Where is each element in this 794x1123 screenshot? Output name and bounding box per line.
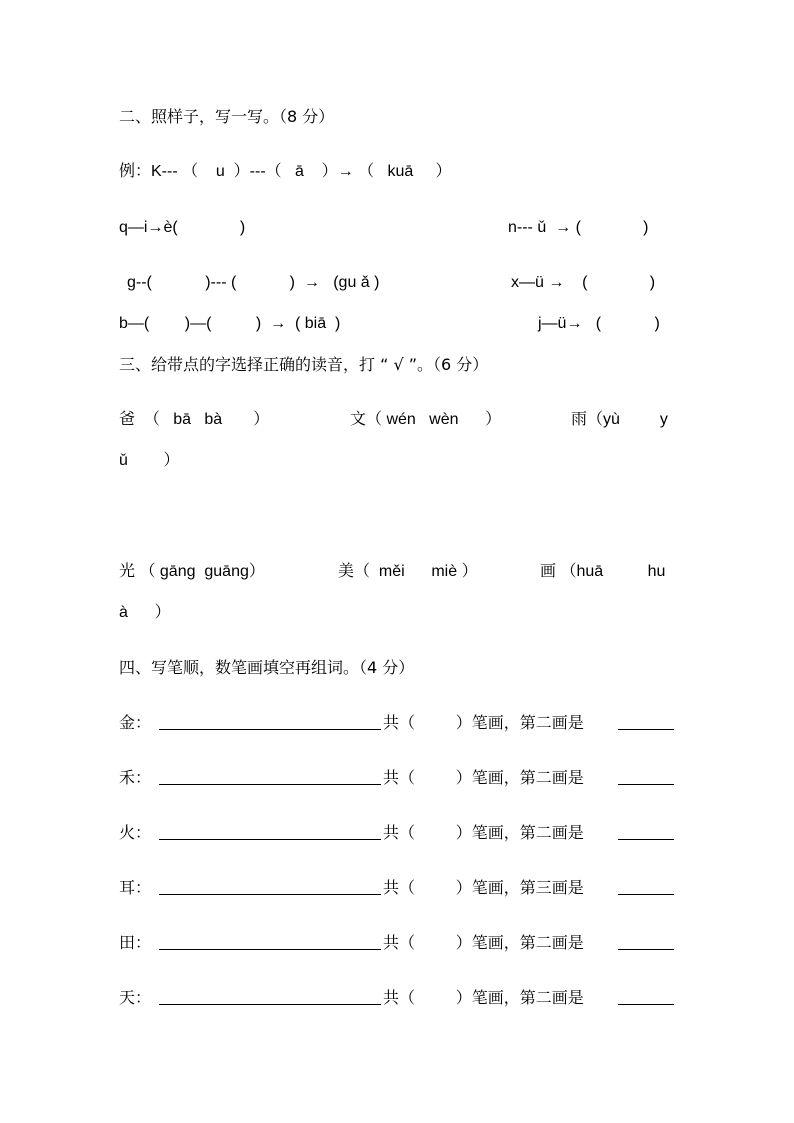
reading-choice-wrap: à ）: [119, 604, 171, 621]
section-4-title: 四、写笔顺，数笔画填空再组词。（4 分）: [119, 658, 415, 677]
row-text: 共（ ）笔画，第二画是: [383, 988, 584, 1007]
row-character: 田：: [119, 933, 152, 952]
exercise-item: x—ü → ( ): [511, 274, 656, 291]
row-text: 共（ ）笔画，第二画是: [383, 768, 584, 787]
stroke-answer-blank[interactable]: [618, 784, 674, 785]
exercise-item: b—( )—( ) → ( biā ): [119, 315, 341, 332]
example-line: 例：K--- （ u ）---（ ā ）→ （ kuā ）: [119, 163, 452, 180]
reading-choice: 雨（yù y: [571, 411, 668, 428]
reading-choice: 爸 （ bā bà ）: [119, 411, 270, 428]
section-3-title: 三、给带点的字选择正确的读音，打 “ √ ”。（6 分）: [119, 355, 489, 374]
reading-choice: 画 （huā hu: [540, 563, 666, 580]
reading-choice-wrap: ǔ ）: [119, 452, 180, 469]
row-text: 共（ ）笔画，第二画是: [383, 823, 584, 842]
stroke-row: [119, 821, 674, 845]
exercise-item: n--- ǔ → ( ): [508, 219, 649, 236]
stroke-order-blank[interactable]: [159, 1004, 381, 1005]
stroke-row: [119, 711, 674, 735]
row-character: 天：: [119, 988, 152, 1007]
stroke-answer-blank[interactable]: [618, 1004, 674, 1005]
exercise-item: g--( )--- ( ) → (gu ǎ ): [127, 274, 380, 291]
row-character: 火：: [119, 823, 152, 842]
stroke-order-blank[interactable]: [159, 729, 381, 730]
stroke-order-blank[interactable]: [159, 839, 381, 840]
stroke-row: [119, 931, 674, 955]
stroke-answer-blank[interactable]: [618, 894, 674, 895]
stroke-row: [119, 876, 674, 900]
row-character: 金：: [119, 713, 152, 732]
reading-choice: 美（ měi miè ）: [338, 563, 478, 580]
reading-choice: 光 （ gāng guāng）: [119, 563, 265, 580]
row-character: 耳：: [119, 878, 152, 897]
stroke-row: [119, 766, 674, 790]
stroke-row: [119, 986, 674, 1010]
stroke-order-blank[interactable]: [159, 949, 381, 950]
stroke-order-blank[interactable]: [159, 894, 381, 895]
exercise-item: q—i→è( ): [119, 219, 246, 236]
exercise-item: j—ü→ ( ): [538, 315, 660, 332]
stroke-answer-blank[interactable]: [618, 949, 674, 950]
row-text: 共（ ）笔画，第二画是: [383, 713, 584, 732]
section-2-title: 二、照样子，写一写。（8 分）: [119, 107, 335, 126]
reading-choice: 文（ wén wèn ）: [350, 411, 502, 428]
row-text: 共（ ）笔画，第三画是: [383, 878, 584, 897]
stroke-answer-blank[interactable]: [618, 839, 674, 840]
row-text: 共（ ）笔画，第二画是: [383, 933, 584, 952]
row-character: 禾：: [119, 768, 152, 787]
stroke-order-blank[interactable]: [159, 784, 381, 785]
stroke-answer-blank[interactable]: [618, 729, 674, 730]
